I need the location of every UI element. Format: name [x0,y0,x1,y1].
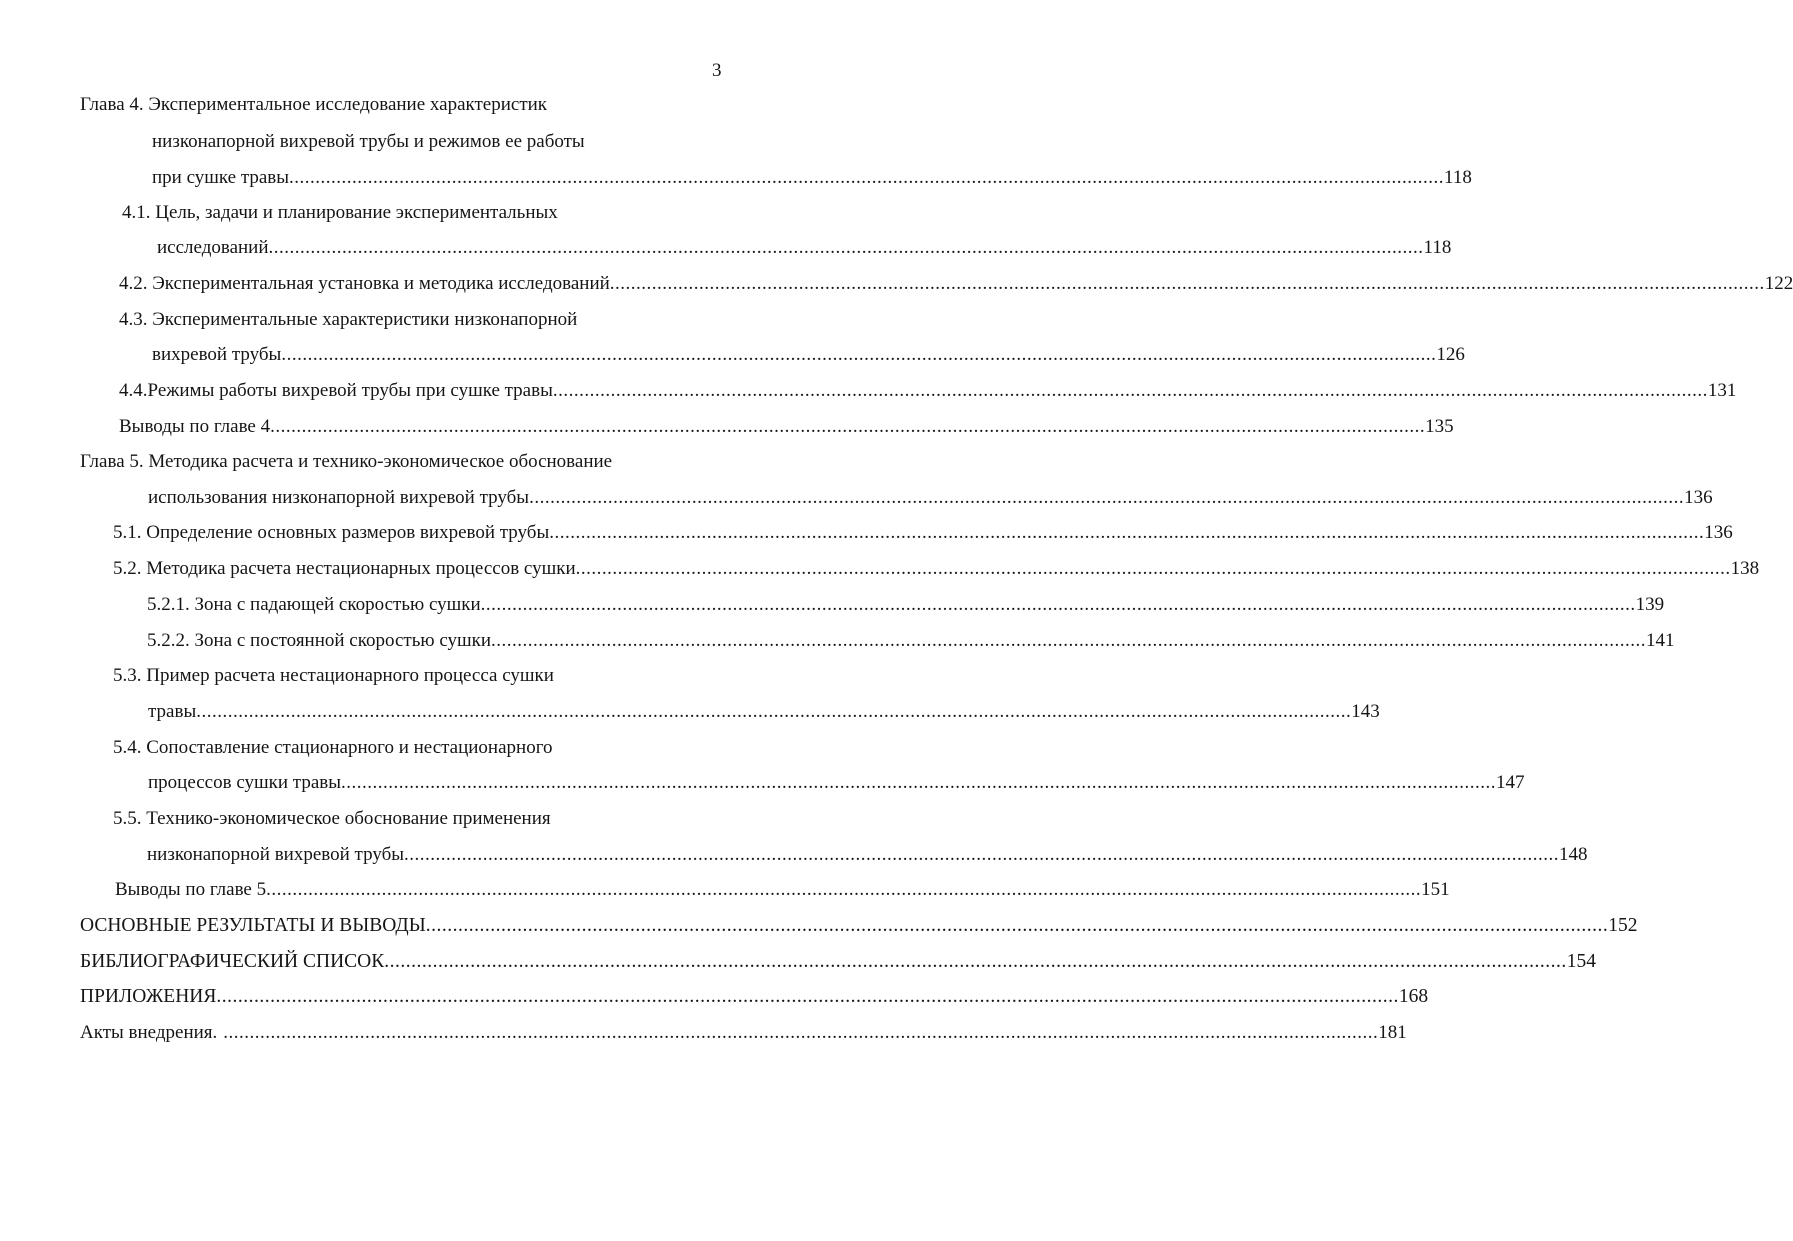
toc-page-ref: 138 [1730,558,1760,579]
toc-page-ref: 131 [1707,380,1737,401]
toc-entry-4-1[interactable]: исследований ............................................................................................................................................................................................................................ 118 [157,234,721,262]
dot-leader: ............................................................................................................................................................................................................................ [404,844,1560,865]
toc-entry-5-1[interactable]: 5.1. Определение основных размеров вихревой трубы ............................................................................................................................................................................................................................ 136 [113,519,720,547]
dot-leader: ............................................................................................................................................................................................................................ [281,344,1437,365]
toc-page-ref: 147 [1496,772,1525,793]
dot-leader: ............................................................................................................................................................................................................................ [289,167,1445,188]
toc-entry-main-results[interactable]: ОСНОВНЫЕ РЕЗУЛЬТАТЫ И ВЫВОДЫ ............................................................................................................................................................................................................................ 152 [80,912,721,940]
toc-page-ref: 139 [1635,594,1665,615]
toc-page-ref: 118 [1423,237,1452,258]
toc-entry-chapter-4[interactable]: при сушке травы ............................................................................................................................................................................................................................ 118 [152,164,721,192]
toc-entry-5-5[interactable]: низконапорной вихревой трубы ............................................................................................................................................................................................................................ 148 [147,841,720,869]
toc-entry-chapter-5[interactable]: использования низконапорной вихревой трубы ............................................................................................................................................................................................................................ 136 [148,484,720,512]
chapter-4-title-line-1: Глава 4. Экспериментальное исследование характеристик [80,94,548,115]
toc-entry-5-5-line-1: 5.5. Технико-экономическое обоснование применения [113,808,551,829]
dot-leader: ............................................................................................................................................................................................................................ [384,951,1567,972]
toc-entry-5-2-1[interactable]: 5.2.1. Зона с падающей скоростью сушки ............................................................................................................................................................................................................................ 139 [147,591,720,619]
toc-page-ref: 126 [1436,344,1465,365]
dot-leader: ............................................................................................................................................................................................................................ [341,772,1496,793]
toc-page-ref: 122 [1764,273,1793,294]
toc-page-ref: 154 [1566,951,1596,972]
toc-entry-4-4[interactable]: 4.4.Режимы работы вихревой трубы при сушке травы ............................................................................................................................................................................................................................ 131 [119,377,719,405]
dot-leader: ............................................................................................................................................................................................................................ [575,558,1731,579]
dot-leader: ............................................................................................................................................................................................................................ [216,986,1399,1007]
dot-leader: ............................................................................................................................................................................................................................ [268,237,1424,258]
dot-leader: ............................................................................................................................................................................................................................ [609,273,1765,294]
toc-page-ref: 181 [1378,1022,1407,1043]
dot-leader: ............................................................................................................................................................................................................................ [480,594,1636,615]
page-number: 3 [712,60,722,81]
toc-page-ref: 168 [1398,986,1429,1007]
toc-page-ref: 136 [1684,487,1713,508]
toc-entry-conclusions-4[interactable]: Выводы по главе 4 ............................................................................................................................................................................................................................ 135 [119,413,718,441]
dot-leader: ............................................................................................................................................................................................................................ [491,630,1647,651]
toc-entry-5-2-2[interactable]: 5.2.2. Зона с постоянной скоростью сушки ............................................................................................................................................................................................................................ 141 [147,627,721,655]
chapter-5-title-line-1: Глава 5. Методика расчета и технико-экономическое обоснование [80,451,613,472]
toc-entry-5-4[interactable]: процессов сушки травы ............................................................................................................................................................................................................................ 147 [148,769,720,797]
dot-leader: ............................................................................................................................................................................................................................ [552,380,1708,401]
toc-page-ref: 135 [1425,416,1454,437]
toc-entry-appendices[interactable]: ПРИЛОЖЕНИЯ ............................................................................................................................................................................................................................ 168 [80,983,721,1011]
dot-leader: ............................................................................................................................................................................................................................ [223,1022,1379,1043]
toc-page-ref: 143 [1351,701,1380,722]
toc-entry-5-3[interactable]: травы ............................................................................................................................................................................................................................ 143 [148,698,720,726]
dot-leader: ............................................................................................................................................................................................................................ [270,416,1426,437]
toc-entry-4-1-line-1: 4.1. Цель, задачи и планирование экспериментальных [122,202,558,223]
toc-entry-bibliography[interactable]: БИБЛИОГРАФИЧЕСКИЙ СПИСОК ............................................................................................................................................................................................................................ 154 [80,948,721,976]
toc-entry-5-2[interactable]: 5.2. Методика расчета нестационарных процессов сушки ............................................................................................................................................................................................................................ 138 [113,555,719,583]
chapter-4-title-line-2: низконапорной вихревой трубы и режимов ее работы [152,131,585,152]
toc-entry-4-3[interactable]: вихревой трубы ............................................................................................................................................................................................................................ 126 [152,341,721,369]
dot-leader: ............................................................................................................................................................................................................................ [196,701,1352,722]
dot-leader: ............................................................................................................................................................................................................................ [425,915,1609,936]
toc-page-ref: 118 [1444,167,1472,188]
toc-entry-conclusions-5[interactable]: Выводы по главе 5 ............................................................................................................................................................................................................................ 151 [115,876,721,904]
toc-page-ref: 152 [1608,915,1638,936]
dot-leader: ............................................................................................................................................................................................................................ [549,522,1705,543]
toc-page-ref: 136 [1704,522,1733,543]
toc-entry-4-3-line-1: 4.3. Экспериментальные характеристики низконапорной [119,309,578,330]
toc-entry-implementation-acts[interactable]: Акты внедрения. ............................................................................................................................................................................................................................ 181 [80,1019,721,1047]
toc-entry-5-3-line-1: 5.3. Пример расчета нестационарного процесса сушки [113,665,554,686]
toc-entry-5-4-line-1: 5.4. Сопоставление стационарного и нестационарного [113,737,553,758]
toc-entry-4-2[interactable]: 4.2. Экспериментальная установка и методика исследований ............................................................................................................................................................................................................................ 122 [119,270,719,298]
toc-page-ref: 148 [1559,844,1588,865]
toc-page-ref: 151 [1421,879,1450,900]
toc-page-ref: 141 [1646,630,1675,651]
dot-leader: ............................................................................................................................................................................................................................ [266,879,1422,900]
dot-leader: ............................................................................................................................................................................................................................ [529,487,1685,508]
